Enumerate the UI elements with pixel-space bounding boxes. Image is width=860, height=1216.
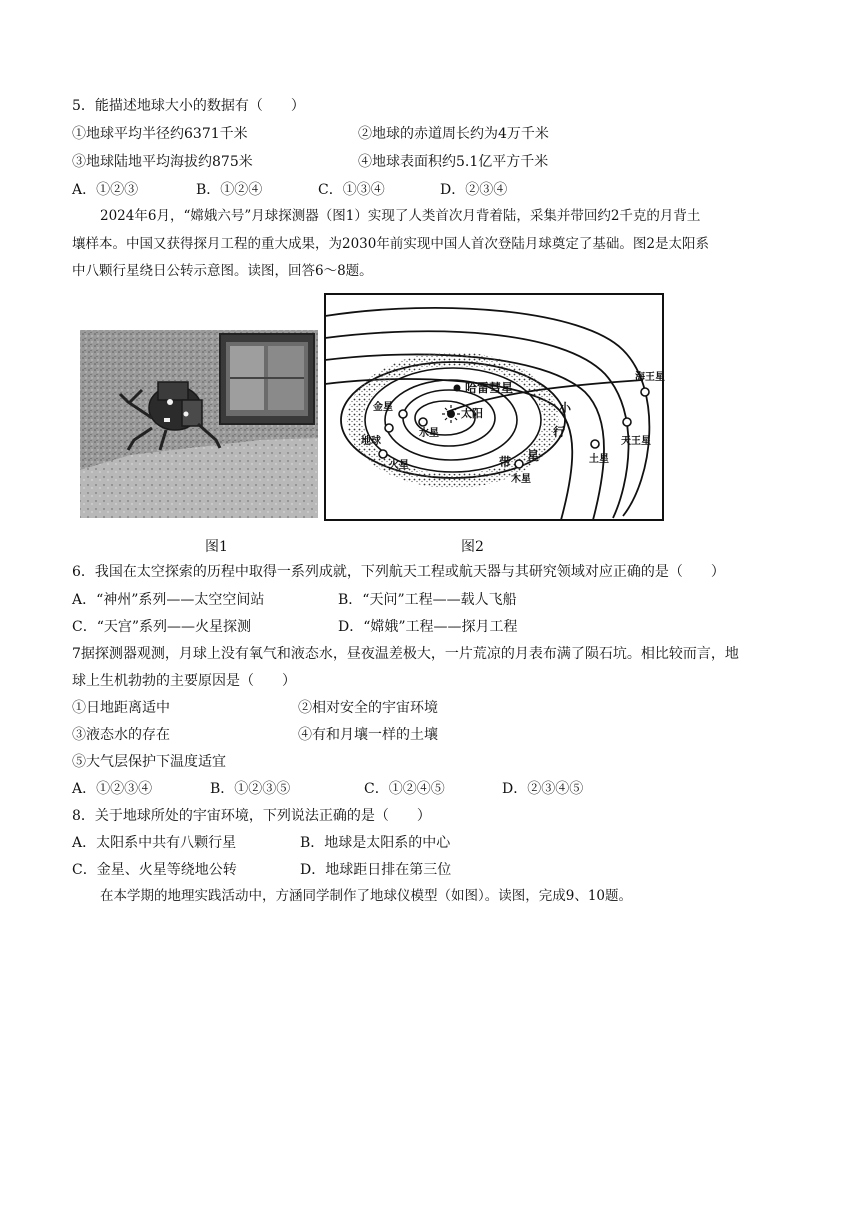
q5-stem: 5．能描述地球大小的数据有（ ） xyxy=(72,98,305,114)
label-mercury: 水星 xyxy=(419,428,439,439)
intro1-line2: 壤样本。中国又获得探月工程的重大成果，为2030年前实现中国人首次登陆月球奠定了基础。图2是太阳系 xyxy=(72,236,709,252)
q8-choice-d: D．地球距日排在第三位 xyxy=(300,862,452,878)
label-belt-2: 行 xyxy=(553,425,566,439)
intro1-line3: 中八颗行星绕日公转示意图。读图，回答6～8题。 xyxy=(72,263,373,279)
label-earth: 地球 xyxy=(361,436,381,447)
q5-choice-b: B．①②④ xyxy=(196,182,263,198)
q7-choice-c: C．①②④⑤ xyxy=(364,781,445,797)
q7-choice-a: A．①②③④ xyxy=(72,781,153,797)
q5-option-1: ①地球平均半径约6371千米 xyxy=(72,126,248,142)
figure-2-solar-system-diagram xyxy=(323,288,693,528)
q5-choice-d: D．②③④ xyxy=(440,182,508,198)
q5-option-2: ②地球的赤道周长约为4万千米 xyxy=(358,126,549,142)
q5-choice-a: A．①②③ xyxy=(72,182,139,198)
q7-choice-b: B．①②③⑤ xyxy=(210,781,291,797)
label-sun: 太阳 xyxy=(461,407,483,420)
q8-choice-a: A．太阳系中共有八颗行星 xyxy=(72,835,237,851)
q7-option-4: ④有和月壤一样的土壤 xyxy=(298,727,438,743)
label-saturn: 土星 xyxy=(589,454,609,465)
q8-choice-c: C．金星、火星等绕地公转 xyxy=(72,862,237,878)
intro1-line1: 2024年6月，“嫦娥六号”月球探测器（图1）实现了人类首次月背着陆，采集并带回约2千克的月背土 xyxy=(100,208,701,224)
q7-option-1: ①日地距离适中 xyxy=(72,700,170,716)
q6-choice-a: A．“神州”系列——太空空间站 xyxy=(72,592,265,608)
label-mars: 火星 xyxy=(389,460,409,471)
figure-2-caption: 图2 xyxy=(461,539,484,555)
q5-option-4: ④地球表面积约5.1亿平方千米 xyxy=(358,154,549,170)
label-uranus: 天王星 xyxy=(621,436,651,447)
label-venus: 金星 xyxy=(373,402,393,413)
q6-choice-c: C．“天宫”系列——火星探测 xyxy=(72,619,252,635)
figure-1-lander-photo xyxy=(70,290,323,530)
q5-choice-c: C．①③④ xyxy=(318,182,385,198)
q7-option-3: ③液态水的存在 xyxy=(72,727,170,743)
q8-stem: 8．关于地球所处的宇宙环境，下列说法正确的是（ ） xyxy=(72,808,431,824)
q5-option-3: ③地球陆地平均海拔约875米 xyxy=(72,154,253,170)
q7-option-2: ②相对安全的宇宙环境 xyxy=(298,700,438,716)
label-belt-3: 星 xyxy=(527,449,540,463)
intro2: 在本学期的地理实践活动中，方涵同学制作了地球仪模型（如图）。读图，完成9、10题。 xyxy=(100,888,633,904)
label-halley-comet: 哈雷彗星 xyxy=(465,381,514,395)
label-neptune: 海王星 xyxy=(635,372,665,383)
q7-choice-d: D．②③④⑤ xyxy=(502,781,584,797)
q8-choice-b: B．地球是太阳系的中心 xyxy=(300,835,451,851)
q6-stem: 6．我国在太空探索的历程中取得一系列成就，下列航天工程或航天器与其研究领域对应正确的是（ ） xyxy=(72,564,725,580)
label-belt-1: 小 xyxy=(559,401,572,415)
figure-1-caption: 图1 xyxy=(205,539,228,555)
label-jupiter: 木星 xyxy=(511,474,531,485)
q7-line1: 7据探测器观测，月球上没有氧气和液态水，昼夜温差极大，一片荒凉的月表布满了陨石坑。相比较而言，地 xyxy=(72,646,739,662)
q6-choice-d: D．“嫦娥”工程——探月工程 xyxy=(338,619,518,635)
q7-line2: 球上生机勃勃的主要原因是（ ） xyxy=(72,673,296,689)
q6-choice-b: B．“天问”工程——载人飞船 xyxy=(338,592,517,608)
label-belt-4: 带 xyxy=(499,455,512,469)
q7-option-5: ⑤大气层保护下温度适宜 xyxy=(72,754,226,770)
